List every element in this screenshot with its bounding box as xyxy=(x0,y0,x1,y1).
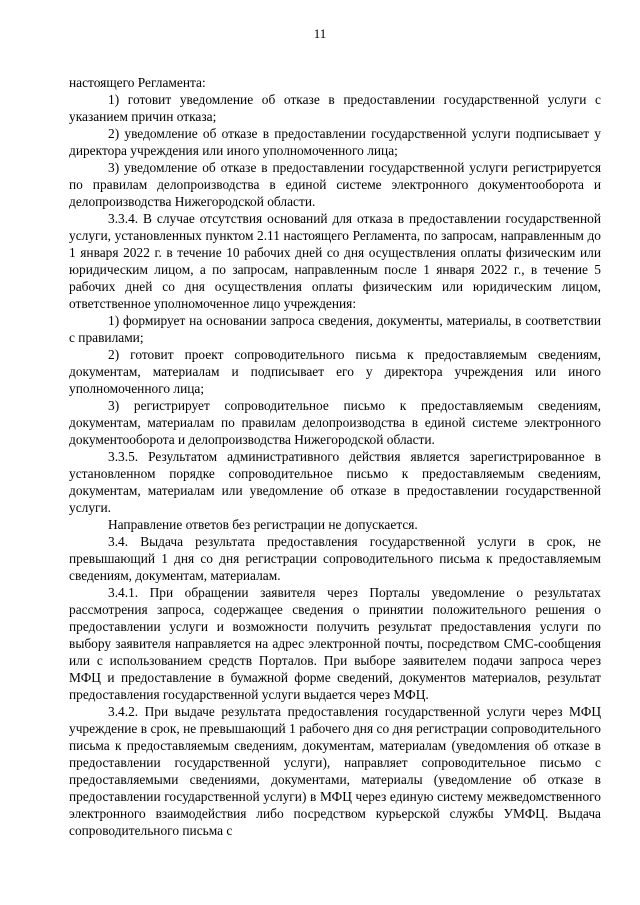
paragraph-item-2: 2) готовит проект сопроводительного письма к предоставляемым сведениям, документам, материалам и подписывает его у директора учреждения или иного уполномоченного лица; xyxy=(69,347,601,396)
paragraph-3-3-5: 3.3.5. Результатом административного действия является зарегистрированное в установленном порядке сопроводительное письмо к предоставляемым сведениям, документам, материалам или уведомление об отказе в предоставлении государственной услуги. xyxy=(69,449,601,515)
paragraph-3-4-1: 3.4.1. При обращении заявителя через Порталы уведомление о результатах рассмотрения запроса, содержащее сведения о принятии положительного решения о предоставлении услуги и возможности получить результат предоставления услуги по выбору заявителя направляется на адрес электронной почты, посредством СМС-сообщения или с использованием средств Порталов. При выборе заявителем подачи запроса через МФЦ и предоставление в бумажной форме сведений, документов материалов, результат предоставления государственной услуги выдается через МФЦ. xyxy=(69,585,601,702)
paragraph-3-3-4: 3.3.4. В случае отсутствия оснований для отказа в предоставлении государственной услуги, установленных пунктом 2.11 настоящего Регламента, по запросам, направленным до 1 января 2022 г. в течение 10 рабочих дней со дня осуществления оплаты физическим или юридическим лицом, а по запросам, направленным после 1 января 2022 г., в течение 5 рабочих дней со дня осуществления оплаты физическим или юридическим лицом, ответственное уполномоченное лицо учреждения: xyxy=(69,211,601,311)
paragraph-no-registration: Направление ответов без регистрации не допускается. xyxy=(108,517,418,532)
paragraph-item-1: 1) готовит уведомление об отказе в предоставлении государственной услуги с указанием причин отказа; xyxy=(69,92,601,124)
page-number: 11 xyxy=(313,26,327,41)
paragraph-item-2: 2) уведомление об отказе в предоставлении государственной услуги подписывает у директора учреждения или иного уполномоченного лица; xyxy=(69,126,601,158)
paragraph-3-4-2: 3.4.2. При выдаче результата предоставления государственной услуги через МФЦ учреждение в срок, не превышающий 1 рабочего дня со дня регистрации сопроводительного письма к предоставляемым сведениям, документам, материалам (уведомления об отказе в предоставлении государственной услуги), направляет сопроводительное письмо с предоставляемыми сведениями, документами, материалы (уведомление об отказе в предоставлении государственной услуги) в МФЦ через единую систему межведомственного электронного взаимодействия либо посредством курьерской службы УМФЦ. Выдача сопроводительного письма с xyxy=(69,704,601,838)
paragraph-item-3: 3) регистрирует сопроводительное письмо к предоставляемым сведениям, документам, материалам по правилам делопроизводства в единой системе электронного документооборота и делопроизводства Нижегородской области. xyxy=(69,398,601,447)
paragraph-item-3: 3) уведомление об отказе в предоставлении государственной услуги регистрируется по правилам делопроизводства в единой системе электронного документооборота и делопроизводства Нижегородской области. xyxy=(69,160,601,209)
paragraph-item-1: 1) формирует на основании запроса сведения, документы, материалы, в соответствии с правилами; xyxy=(69,313,601,345)
paragraph-3-4: 3.4. Выдача результата предоставления государственной услуги в срок, не превышающий 1 дня со дня регистрации сопроводительного письма к предоставляемым сведениям, документам, материалам. xyxy=(69,534,601,583)
document-body xyxy=(69,74,601,839)
paragraph-continuation: настоящего Регламента: xyxy=(69,75,206,90)
